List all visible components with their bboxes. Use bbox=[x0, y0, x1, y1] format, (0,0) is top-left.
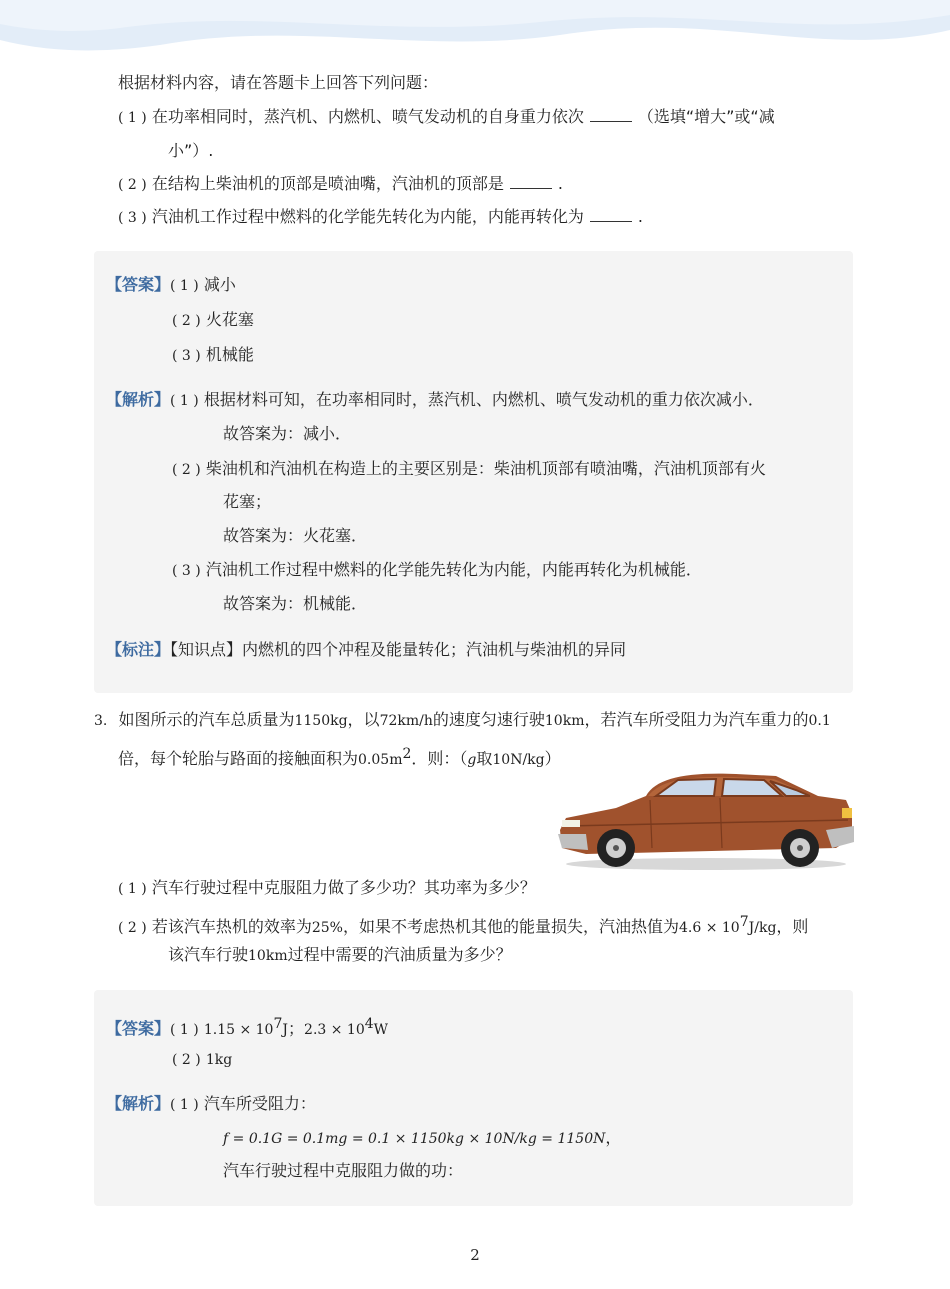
intro-text: 根据材料内容，请在答题卡上回答下列问题： bbox=[118, 73, 439, 92]
note-tag: 【标注】 bbox=[106, 640, 171, 659]
question-3-sub-2-cont: 该汽车行驶10km过程中需要的汽油质量为多少？ bbox=[168, 945, 512, 964]
answer-row-1: 【答案】( 1 ) 减小 bbox=[106, 275, 236, 294]
answer-tag: 【答案】 bbox=[106, 1019, 171, 1038]
header-wave-decoration bbox=[0, 0, 950, 70]
analysis2-row-1: 【解析】( 1 ) 汽车所受阻力： bbox=[106, 1094, 316, 1113]
analysis-row-1-answer: 故答案为：减小． bbox=[223, 424, 352, 443]
question-item-3: ( 3 ) 汽油机工作过程中燃料的化学能先转化为内能，内能再转化为 . bbox=[118, 207, 643, 226]
analysis-row-2-answer: 故答案为：火花塞． bbox=[223, 526, 368, 545]
analysis-row-2: ( 2 ) 柴油机和汽油机在构造上的主要区别是：柴油机顶部有喷油嘴，汽油机顶部有火 bbox=[172, 459, 766, 478]
analysis-row-1: 【解析】( 1 ) 根据材料可知，在功率相同时，蒸汽机、内燃机、喷气发动机的重力依次减小． bbox=[106, 390, 764, 409]
car-illustration bbox=[556, 768, 856, 876]
note-row: 【标注】【知识点】内燃机的四个冲程及能量转化；汽油机与柴油机的异同 bbox=[106, 640, 627, 659]
answer-blank bbox=[590, 107, 632, 122]
analysis-tag: 【解析】 bbox=[106, 1094, 171, 1113]
analysis-row-3-answer: 故答案为：机械能． bbox=[223, 594, 368, 613]
question-3-line-2: 倍，每个轮胎与路面的接触面积为$0.05m^2$．则：（g取10N/kg） bbox=[118, 746, 561, 768]
analysis2-formula: f = 0.1G = 0.1mg = 0.1 × 1150kg × 10N/kg = 1150N， bbox=[223, 1128, 622, 1147]
analysis-row-2-cont: 花塞； bbox=[223, 492, 272, 511]
question-item-2: ( 2 ) 在结构上柴油机的顶部是喷油嘴，汽油机的顶部是 . bbox=[118, 174, 563, 193]
answer-row-3: ( 3 ) 机械能 bbox=[172, 345, 254, 364]
analysis-tag: 【解析】 bbox=[106, 390, 171, 409]
question-number: 3. bbox=[94, 713, 108, 729]
analysis-row-3: ( 3 ) 汽油机工作过程中燃料的化学能先转化为内能，内能再转化为机械能． bbox=[172, 560, 702, 579]
answer2-row-2: ( 2 ) 1kg bbox=[172, 1052, 233, 1068]
answer2-row-1: 【答案】( 1 ) $1.15 \times 10^7J$；$2.3 \times 10^4W$ bbox=[106, 1016, 389, 1038]
question-item-1: ( 1 ) 在功率相同时，蒸汽机、内燃机、喷气发动机的自身重力依次 （选填“增大”或“减 bbox=[118, 107, 775, 126]
answer-tag: 【答案】 bbox=[106, 275, 171, 294]
answer-blank bbox=[590, 207, 632, 222]
question-3-sub-1: ( 1 ) 汽车行驶过程中克服阻力做了多少功？其功率为多少？ bbox=[118, 878, 536, 897]
answer-blank bbox=[510, 174, 552, 189]
question-item-1-cont: 小”）. bbox=[168, 141, 214, 160]
page-number: 2 bbox=[470, 1246, 480, 1264]
analysis2-row-3: 汽车行驶过程中克服阻力做的功： bbox=[223, 1161, 464, 1180]
answer-row-2: ( 2 ) 火花塞 bbox=[172, 310, 254, 329]
question-3-sub-2: ( 2 ) 若该汽车热机的效率为25%，如果不考虑热机其他的能量损失，汽油热值为$4.6 \times 10^7J/kg$，则 bbox=[118, 914, 809, 936]
question-3-line-1: 3. 如图所示的汽车总质量为1150kg，以72km/h的速度匀速行驶10km，若汽车所受阻力为汽车重力的0.1 bbox=[94, 710, 831, 729]
